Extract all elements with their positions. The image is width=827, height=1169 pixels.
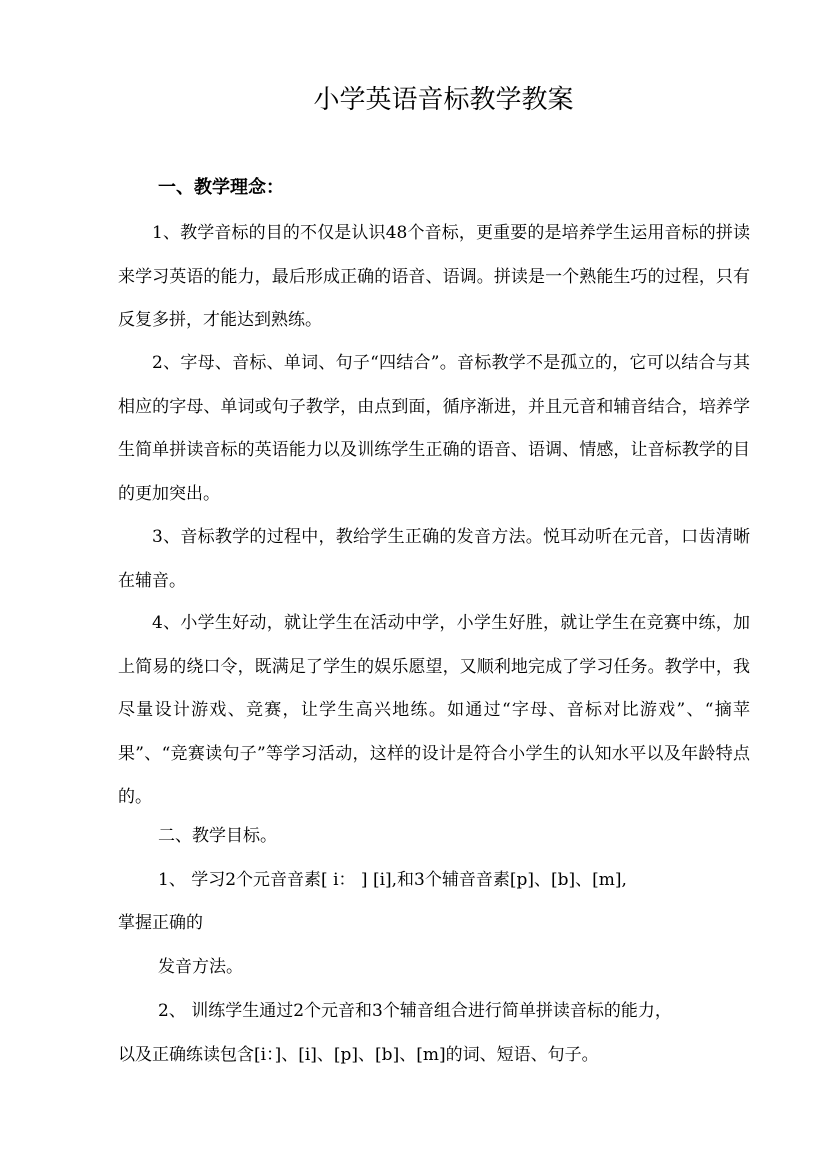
goal-1-tail: 发音方法。	[158, 957, 243, 977]
goal-1-line: 1、 学习2个元音音素[ i： ] [i],和3个辅音音素[p]、[b]、[m],	[158, 870, 627, 890]
page-title: 小学英语音标教学教案	[313, 85, 574, 115]
paragraph-4: 4、小学生好动，就让学生在活动中学，小学生好胜，就让学生在竞赛中练，加上简易的绕口令，既满足了学生的娱乐愿望，又顺利地完成了学习任务。教学中，我尽量设计游戏、竞赛，让学生高兴地练。如通过“字母、音标对比游戏”、“摘苹果”、“竞赛读句子”等学习活动，这样的设计是符合小学生的认知水平以及年龄特点的。	[118, 613, 750, 807]
goal-1-continuation: 掌握正确的	[118, 913, 203, 933]
paragraph-3: 3、音标教学的过程中，教给学生正确的发音方法。悦耳动听在元音，口齿清晰在辅音。	[118, 527, 750, 591]
section-heading-teaching-philosophy: 一、教学理念：	[158, 177, 284, 198]
goal-2-continuation: 以及正确练读包含[i：]、[i]、[p]、[b]、[m]的词、短语、句子。	[118, 1045, 599, 1065]
section-heading-teaching-goals: 二、教学目标。	[158, 826, 277, 846]
paragraph-2: 2、字母、音标、单词、句子“四结合”。音标教学不是孤立的，它可以结合与其相应的字母、单词或句子教学，由点到面，循序渐进，并且元音和辅音结合，培养学生简单拼读音标的英语能力以及训练学生正确的语音、语调、情感，让音标教学的目的更加突出。	[118, 353, 750, 504]
goal-2-line: 2、 训练学生通过2个元音和3个辅音组合进行简单拼读音标的能力，	[158, 1001, 672, 1021]
paragraph-1: 1、教学音标的目的不仅是认识48个音标，更重要的是培养学生运用音标的拼读来学习英语的能力，最后形成正确的语音、语调。拼读是一个熟能生巧的过程，只有反复多拼，才能达到熟练。	[118, 223, 750, 330]
